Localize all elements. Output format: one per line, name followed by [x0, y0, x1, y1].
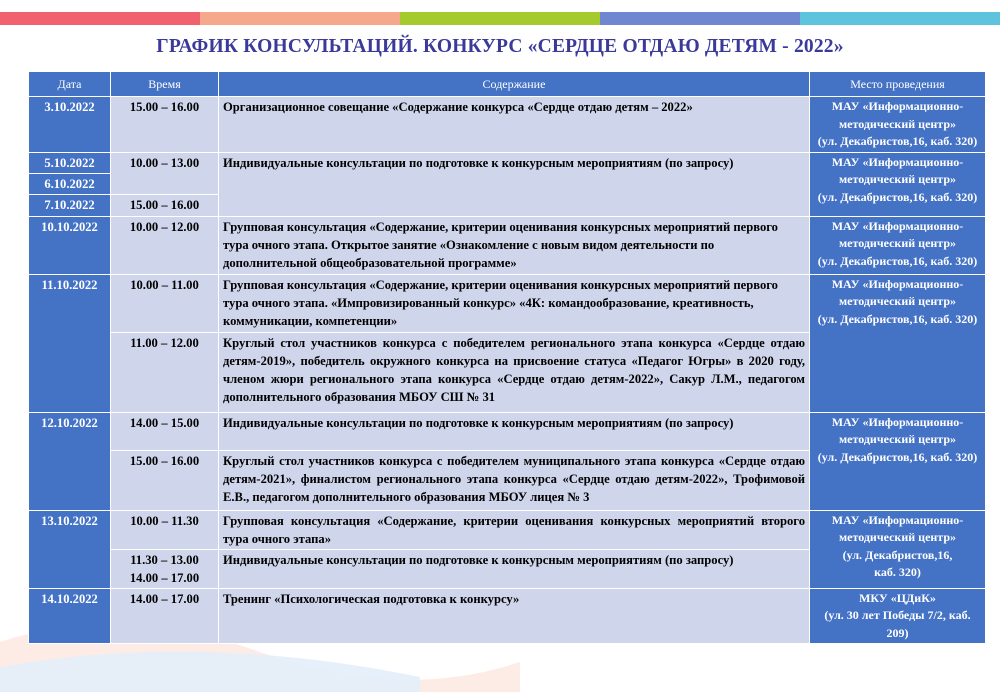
place-line: МАУ «Информационно- [831, 414, 964, 429]
schedule-table [28, 71, 986, 644]
date-cell: 6.10.2022 [29, 173, 111, 194]
place-line: МКУ «ЦДиК» [859, 590, 936, 605]
place-line: (ул. Декабристов,16, каб. 320) [817, 253, 978, 268]
content-cell: Круглый стол участников конкурса с победителем регионального этапа конкурса «Сердце отдаю детям-2019», победитель окружного конкурса на присвоение статуса «Педагог Югры» в 2020 году, членом жюри регионального этапа конкурса «Сердце отдаю детям-2022», Сакур Л.М., педагогом дополнительного образования МБОУ СШ № 31 [219, 332, 810, 412]
date-cell: 10.10.2022 [29, 216, 111, 274]
date-cell: 5.10.2022 [29, 152, 111, 173]
content-cell: Круглый стол участников конкурса с победителем муниципального этапа конкурса «Сердце отдаю детям-2021», финалистом регионального этапа конкурса «Сердце отдаю детям-2022», Трофимовой Е.В., педагогом дополнительного образования МБОУ лицея № 3 [219, 450, 810, 510]
time-cell: 10.00 – 11.00 [111, 274, 219, 332]
place-line: методический центр» [838, 172, 957, 186]
content-cell: Индивидуальные консультации по подготовке к конкурсным мероприятиям (по запросу) [219, 152, 810, 216]
date-cell: 12.10.2022 [29, 412, 111, 510]
date-cell: 7.10.2022 [29, 194, 111, 216]
place-cell [810, 510, 986, 588]
header-time: Время [111, 72, 219, 97]
time-cell: 10.00 – 13.00 [111, 152, 219, 194]
place-line: 209) [886, 625, 909, 640]
header-place: Место проведения [810, 72, 986, 97]
place-line: МАУ «Информационно- [831, 99, 964, 113]
place-cell [810, 274, 986, 412]
header-content: Содержание [219, 72, 810, 97]
date-cell: 13.10.2022 [29, 510, 111, 588]
place-line: (ул. Декабристов,16, каб. 320) [817, 134, 978, 148]
place-line: методический центр» [838, 236, 957, 250]
table-row [29, 412, 986, 450]
content-cell: Индивидуальные консультации по подготовке к конкурсным мероприятиям (по запросу) [219, 549, 810, 588]
header-date: Дата [29, 72, 111, 97]
date-cell: 14.10.2022 [29, 588, 111, 644]
content-cell: Индивидуальные консультации по подготовке к конкурсным мероприятиям (по запросу) [219, 412, 810, 450]
content-cell: Тренинг «Психологическая подготовка к конкурсу» [219, 588, 810, 644]
table-row [29, 216, 986, 274]
date-cell: 11.10.2022 [29, 274, 111, 412]
place-line: МАУ «Информационно- [831, 276, 964, 291]
table-row [29, 97, 986, 153]
top-color-bar [0, 12, 1000, 25]
place-line: каб. 320) [874, 565, 921, 579]
time-cell: 14.00 – 17.00 [111, 588, 219, 644]
place-line: (ул. 30 лет Победы 7/2, каб. [824, 608, 971, 622]
place-line: (ул. Декабристов,16, каб. 320) [817, 189, 978, 204]
place-cell [810, 97, 986, 153]
place-line: (ул. Декабристов,16, каб. 320) [817, 311, 978, 326]
time-cell: 10.00 – 12.00 [111, 216, 219, 274]
place-cell [810, 588, 986, 644]
table-row [29, 588, 986, 644]
place-cell [810, 152, 986, 216]
place-line: методический центр» [838, 530, 957, 544]
content-cell: Организационное совещание «Содержание конкурса «Сердце отдаю детям – 2022» [219, 97, 810, 153]
table-row [29, 274, 986, 332]
time-cell: 10.00 – 11.30 [111, 510, 219, 549]
page-title: ГРАФИК КОНСУЛЬТАЦИЙ. КОНКУРС «СЕРДЦЕ ОТДАЮ ДЕТЯМ - 2022» [156, 36, 844, 57]
content-cell: Групповая консультация «Содержание, критерии оценивания конкурсных мероприятий второго тура очного этапа» [219, 510, 810, 549]
time-line: 14.00 – 17.00 [129, 570, 200, 585]
time-cell [111, 549, 219, 588]
time-cell: 14.00 – 15.00 [111, 412, 219, 450]
place-line: методический центр» [838, 432, 957, 446]
table-row [29, 510, 986, 549]
table-row [29, 152, 986, 173]
place-cell [810, 216, 986, 274]
time-line: 11.30 – 13.00 [130, 552, 199, 567]
place-line: МАУ «Информационно- [831, 218, 964, 233]
table-header-row [29, 72, 986, 97]
place-line: (ул. Декабристов,16, каб. 320) [817, 449, 978, 464]
time-cell: 15.00 – 16.00 [111, 194, 219, 216]
place-line: МАУ «Информационно- [831, 154, 964, 169]
content-cell: Групповая консультация «Содержание, критерии оценивания конкурсных мероприятий первого тура очного этапа. Открытое занятие «Ознакомление с новым видом деятельности по дополнительной общеобразовательной программе» [219, 216, 810, 274]
date-cell: 3.10.2022 [29, 97, 111, 153]
place-cell [810, 412, 986, 510]
place-line: МАУ «Информационно- [831, 512, 964, 527]
place-line: (ул. Декабристов,16, [842, 547, 953, 562]
time-cell: 15.00 – 16.00 [111, 450, 219, 510]
place-line: методический центр» [838, 294, 957, 308]
time-cell: 15.00 – 16.00 [111, 97, 219, 153]
content-cell: Групповая консультация «Содержание, критерии оценивания конкурсных мероприятий первого тура очного этапа. «Импровизированный конкурс» «4К: командообразование, креативность, коммуникации, компетенции» [219, 274, 810, 332]
place-line: методический центр» [838, 116, 957, 131]
time-cell: 11.00 – 12.00 [111, 332, 219, 412]
